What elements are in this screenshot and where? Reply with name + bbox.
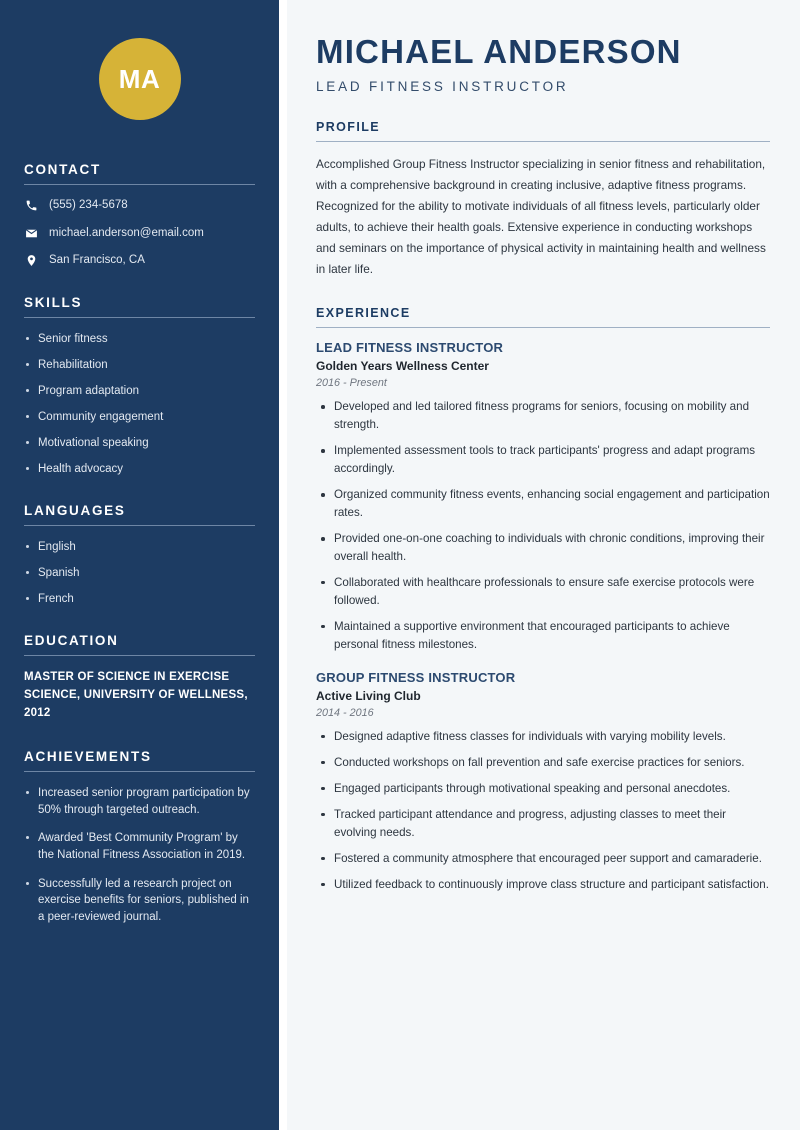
contact-item-email [24, 226, 255, 242]
languages-list [24, 539, 255, 607]
list-item: Organized community fitness events, enhancing social engagement and participation rates. [318, 486, 770, 522]
contact-value-phone: (555) 234-5678 [49, 199, 128, 211]
sidebar-section-contact [24, 162, 255, 269]
experience-title: LEAD FITNESS INSTRUCTOR [316, 340, 504, 356]
list-item: English [24, 539, 255, 555]
contact-item-phone [24, 198, 255, 214]
sidebar-section-languages [24, 503, 255, 607]
list-item: Senior fitness [24, 331, 255, 347]
list-item: Awarded 'Best Community Program' by the National Fitness Association in 2019. [24, 830, 255, 863]
contact-value-location: San Francisco, CA [49, 254, 145, 267]
sidebar [0, 0, 279, 1130]
list-item: Implemented assessment tools to track participants' progress and adapt programs accordingly. [318, 442, 770, 478]
experience-title: GROUP FITNESS INSTRUCTOR [316, 669, 516, 685]
list-item: Fostered a community atmosphere that encouraged peer support and camaraderie. [318, 850, 770, 868]
divider [316, 327, 770, 328]
main-content [287, 0, 800, 1130]
list-item: Program adaptation [24, 383, 255, 399]
divider [316, 141, 770, 142]
list-item: Health advocacy [24, 461, 255, 477]
sidebar-heading-education: EDUCATION [24, 633, 119, 649]
education-entry: MASTER OF SCIENCE IN EXERCISE SCIENCE, UNIVERSITY OF WELLNESS, 2012 [24, 671, 248, 720]
sidebar-section-education [24, 633, 255, 722]
list-item: Engaged participants through motivational speaking and personal anecdotes. [318, 780, 770, 798]
experience-company: Active Living Club [316, 688, 421, 703]
sidebar-heading-skills: SKILLS [24, 294, 83, 310]
experience-entry [316, 670, 770, 894]
experience-company: Golden Years Wellness Center [316, 359, 489, 374]
list-item: Designed adaptive fitness classes for individuals with varying mobility levels. [318, 728, 770, 746]
job-subtitle: LEAD FITNESS INSTRUCTOR [316, 79, 569, 95]
list-item: Collaborated with healthcare professionals to ensure safe exercise protocols were followed. [318, 574, 770, 610]
avatar: MA [99, 38, 181, 120]
list-item: Motivational speaking [24, 435, 255, 451]
main-section-profile [316, 120, 770, 280]
list-item: Spanish [24, 565, 255, 581]
experience-dates: 2016 - Present [316, 377, 387, 390]
divider [24, 184, 255, 185]
divider [24, 655, 255, 656]
list-item: Increased senior program participation by 50% through targeted outreach. [24, 785, 255, 818]
achievements-list [24, 785, 255, 926]
list-item: Maintained a supportive environment that encouraged participants to achieve personal fitness milestones. [318, 618, 770, 654]
list-item: Community engagement [24, 409, 255, 425]
list-item: Successfully led a research project on exercise benefits for seniors, published in a peer-reviewed journal. [24, 876, 255, 926]
sidebar-heading-languages: LANGUAGES [24, 503, 126, 519]
experience-bullet-list [316, 728, 770, 894]
sidebar-section-skills [24, 295, 255, 478]
sidebar-heading-achievements: ACHIEVEMENTS [24, 748, 152, 764]
list-item: Utilized feedback to continuously improve class structure and participant satisfaction. [318, 876, 770, 894]
page-title: MICHAEL ANDERSON [316, 33, 682, 70]
divider [24, 525, 255, 526]
sidebar-heading-contact: CONTACT [24, 162, 101, 177]
list-item: Tracked participant attendance and progress, adjusting classes to meet their evolving needs. [318, 806, 770, 842]
experience-entry [316, 340, 770, 654]
sidebar-section-achievements [24, 749, 255, 926]
contact-item-location [24, 253, 255, 269]
list-item: Developed and led tailored fitness programs for seniors, focusing on mobility and strength. [318, 398, 770, 434]
divider [24, 771, 255, 772]
phone-icon [24, 199, 38, 213]
envelope-icon [24, 226, 38, 240]
divider [24, 317, 255, 318]
profile-text: Accomplished Group Fitness Instructor specializing in senior fitness and rehabilitation, with a comprehensive background in creating inclusive, adaptive fitness programs. Recognized for the ability to motivate individuals of all fitness levels, particularly older adults, to achieve their health goals. Extensive experience in conducting workshops and seminars on the importance of physical activity in maintaining health and wellness in later life. [316, 157, 766, 277]
main-heading-profile: PROFILE [316, 120, 380, 135]
list-item: Provided one-on-one coaching to individuals with chronic conditions, improving their overall health. [318, 530, 770, 566]
list-item: French [24, 591, 255, 607]
list-item: Conducted workshops on fall prevention and safe exercise practices for seniors. [318, 754, 770, 772]
experience-bullet-list [316, 398, 770, 654]
map-pin-icon [24, 254, 38, 268]
main-section-experience [316, 306, 770, 893]
list-item: Rehabilitation [24, 357, 255, 373]
skills-list [24, 331, 255, 478]
avatar-container [24, 0, 255, 162]
experience-dates: 2014 - 2016 [316, 706, 374, 719]
contact-value-email: michael.anderson@email.com [49, 226, 204, 239]
main-heading-experience: EXPERIENCE [316, 306, 411, 321]
column-gap [279, 0, 287, 1130]
